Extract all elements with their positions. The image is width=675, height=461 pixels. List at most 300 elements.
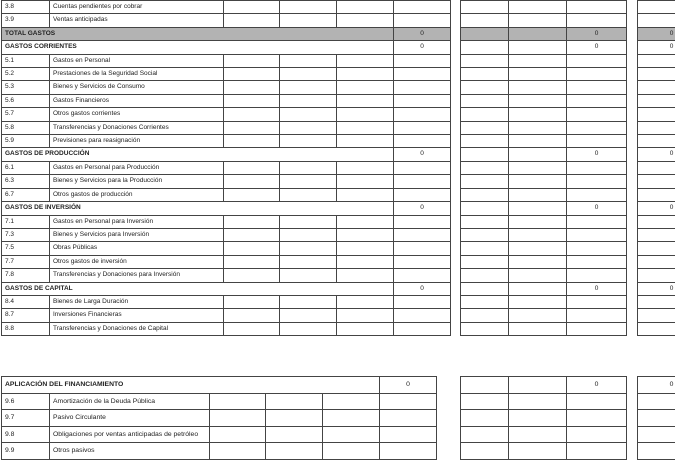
section-total-1: 0	[380, 377, 437, 394]
amount-cell	[280, 14, 337, 27]
amount-cell	[224, 309, 280, 322]
amount-cell	[461, 269, 509, 282]
amount-cell	[638, 54, 675, 67]
row-label: Bienes y Servicios para la Producción	[50, 175, 224, 188]
amount-cell	[638, 14, 675, 27]
amount-cell	[280, 188, 337, 201]
row-code: 5.3	[2, 81, 50, 94]
amount-cell	[280, 322, 337, 335]
amount-cell	[567, 269, 627, 282]
amount-cell	[509, 443, 567, 460]
column-gap	[451, 309, 461, 322]
column-gap	[627, 393, 638, 410]
column-gap	[451, 228, 461, 241]
amount-cell	[224, 295, 280, 308]
amount-cell	[394, 309, 451, 322]
column-gap	[451, 148, 461, 161]
amount-cell	[394, 255, 451, 268]
amount-cell	[638, 426, 675, 443]
amount-cell	[280, 215, 337, 228]
amount-cell	[337, 188, 394, 201]
row-label: Gastos Financieros	[50, 94, 224, 107]
column-gap	[627, 255, 638, 268]
amount-cell	[337, 269, 394, 282]
amount-cell	[509, 54, 567, 67]
amount-cell	[280, 242, 337, 255]
amount-cell	[210, 393, 266, 410]
table-row	[2, 1, 675, 14]
total-row	[2, 27, 675, 40]
section-total-2: 0	[567, 202, 627, 215]
amount-cell	[224, 228, 280, 241]
section-label: GASTOS DE PRODUCCIÓN	[2, 148, 394, 161]
section-total-1: 0	[394, 27, 451, 40]
section-total-2: 0	[567, 377, 627, 394]
amount-cell	[280, 135, 337, 148]
amount-cell	[461, 81, 509, 94]
amount-cell	[638, 108, 675, 121]
amount-cell	[461, 148, 509, 161]
table-row	[2, 94, 675, 107]
amount-cell	[509, 81, 567, 94]
row-label: Otros gastos de producción	[50, 188, 224, 201]
amount-cell	[224, 269, 280, 282]
table-row	[2, 68, 675, 81]
section-total-2: 0	[567, 148, 627, 161]
amount-cell	[461, 175, 509, 188]
amount-cell	[461, 228, 509, 241]
amount-cell	[461, 295, 509, 308]
column-gap	[451, 161, 461, 174]
amount-cell	[509, 14, 567, 27]
column-gap	[451, 175, 461, 188]
financing-header-row	[2, 377, 675, 394]
row-code: 9.6	[2, 393, 50, 410]
amount-cell	[461, 255, 509, 268]
amount-cell	[266, 410, 323, 427]
amount-cell	[638, 215, 675, 228]
row-label: Ventas anticipadas	[50, 14, 224, 27]
amount-cell	[394, 295, 451, 308]
column-gap	[627, 228, 638, 241]
row-label: Bienes de Larga Duración	[50, 295, 224, 308]
amount-cell	[337, 14, 394, 27]
column-gap	[627, 322, 638, 335]
financing-table	[1, 376, 675, 460]
amount-cell	[323, 426, 380, 443]
section-total-2: 0	[567, 27, 627, 40]
column-gap	[627, 68, 638, 81]
column-gap	[627, 175, 638, 188]
table-row	[2, 242, 675, 255]
table-row	[2, 188, 675, 201]
column-gap	[627, 161, 638, 174]
amount-cell	[380, 443, 437, 460]
amount-cell	[567, 309, 627, 322]
table-row	[2, 215, 675, 228]
column-gap	[451, 188, 461, 201]
amount-cell	[394, 215, 451, 228]
amount-cell	[509, 269, 567, 282]
amount-cell	[509, 282, 567, 295]
section-row	[2, 148, 675, 161]
table-row	[2, 81, 675, 94]
table-row	[2, 135, 675, 148]
amount-cell	[461, 393, 509, 410]
amount-cell	[461, 54, 509, 67]
amount-cell	[323, 443, 380, 460]
table-row	[2, 443, 675, 460]
amount-cell	[509, 242, 567, 255]
amount-cell	[337, 94, 394, 107]
table-row	[2, 255, 675, 268]
table-row	[2, 322, 675, 335]
column-gap	[451, 269, 461, 282]
amount-cell	[567, 322, 627, 335]
column-gap	[451, 54, 461, 67]
row-label: Prestaciones de la Seguridad Social	[50, 68, 224, 81]
amount-cell	[509, 1, 567, 14]
row-code: 9.9	[2, 443, 50, 460]
row-label: Transferencias y Donaciones de Capital	[50, 322, 224, 335]
amount-cell	[280, 94, 337, 107]
section-label: GASTOS CORRIENTES	[2, 41, 394, 54]
table-row	[2, 108, 675, 121]
amount-cell	[380, 410, 437, 427]
amount-cell	[509, 202, 567, 215]
amount-cell	[461, 410, 509, 427]
amount-cell	[509, 255, 567, 268]
amount-cell	[280, 295, 337, 308]
section-total-3: 0	[638, 377, 675, 394]
amount-cell	[509, 148, 567, 161]
row-label: Obras Públicas	[50, 242, 224, 255]
amount-cell	[638, 393, 675, 410]
amount-cell	[394, 81, 451, 94]
amount-cell	[280, 108, 337, 121]
amount-cell	[567, 426, 627, 443]
amount-cell	[461, 215, 509, 228]
amount-cell	[567, 14, 627, 27]
amount-cell	[638, 410, 675, 427]
column-gap	[627, 295, 638, 308]
amount-cell	[638, 94, 675, 107]
table-row	[2, 175, 675, 188]
amount-cell	[210, 410, 266, 427]
amount-cell	[509, 161, 567, 174]
row-code: 3.9	[2, 14, 50, 27]
amount-cell	[337, 242, 394, 255]
table-row	[2, 426, 675, 443]
amount-cell	[210, 426, 266, 443]
amount-cell	[461, 202, 509, 215]
amount-cell	[509, 188, 567, 201]
table-row	[2, 228, 675, 241]
amount-cell	[638, 188, 675, 201]
amount-cell	[337, 215, 394, 228]
amount-cell	[509, 215, 567, 228]
amount-cell	[337, 54, 394, 67]
amount-cell	[380, 426, 437, 443]
row-code: 8.7	[2, 309, 50, 322]
row-code: 7.7	[2, 255, 50, 268]
amount-cell	[509, 108, 567, 121]
row-code: 7.5	[2, 242, 50, 255]
row-code: 6.7	[2, 188, 50, 201]
amount-cell	[461, 443, 509, 460]
amount-cell	[394, 135, 451, 148]
amount-cell	[567, 121, 627, 134]
amount-cell	[509, 309, 567, 322]
row-code: 5.1	[2, 54, 50, 67]
amount-cell	[280, 269, 337, 282]
column-gap	[451, 282, 461, 295]
amount-cell	[461, 27, 509, 40]
amount-cell	[224, 161, 280, 174]
column-gap	[627, 202, 638, 215]
row-label: Cuentas pendientes por cobrar	[50, 1, 224, 14]
row-label: Gastos en Personal para Inversión	[50, 215, 224, 228]
column-gap	[451, 121, 461, 134]
row-label: Previsiones para reasignación	[50, 135, 224, 148]
column-gap	[451, 295, 461, 308]
column-gap	[627, 1, 638, 14]
amount-cell	[461, 426, 509, 443]
amount-cell	[509, 41, 567, 54]
amount-cell	[638, 309, 675, 322]
amount-cell	[638, 269, 675, 282]
amount-cell	[509, 426, 567, 443]
amount-cell	[461, 282, 509, 295]
row-label: Transferencias y Donaciones Corrientes	[50, 121, 224, 134]
amount-cell	[567, 108, 627, 121]
column-gap	[451, 81, 461, 94]
column-gap	[437, 410, 461, 427]
table-row	[2, 121, 675, 134]
table-row	[2, 309, 675, 322]
amount-cell	[380, 393, 437, 410]
amount-cell	[394, 242, 451, 255]
amount-cell	[337, 322, 394, 335]
amount-cell	[567, 68, 627, 81]
amount-cell	[394, 94, 451, 107]
column-gap	[627, 443, 638, 460]
section-label: GASTOS DE CAPITAL	[2, 282, 394, 295]
amount-cell	[509, 68, 567, 81]
column-gap	[627, 54, 638, 67]
column-gap	[627, 27, 638, 40]
amount-cell	[509, 410, 567, 427]
amount-cell	[394, 121, 451, 134]
amount-cell	[567, 228, 627, 241]
column-gap	[627, 41, 638, 54]
section-total-2: 0	[567, 282, 627, 295]
amount-cell	[509, 121, 567, 134]
amount-cell	[323, 393, 380, 410]
row-label: Gastos en Personal para Producción	[50, 161, 224, 174]
row-code: 7.3	[2, 228, 50, 241]
column-gap	[451, 255, 461, 268]
amount-cell	[394, 322, 451, 335]
table-row	[2, 295, 675, 308]
column-gap	[627, 309, 638, 322]
row-code: 5.6	[2, 94, 50, 107]
amount-cell	[461, 188, 509, 201]
column-gap	[451, 94, 461, 107]
amount-cell	[461, 309, 509, 322]
amount-cell	[224, 322, 280, 335]
column-gap	[627, 426, 638, 443]
column-gap	[437, 443, 461, 460]
row-code: 3.8	[2, 1, 50, 14]
column-gap	[451, 108, 461, 121]
amount-cell	[461, 121, 509, 134]
amount-cell	[567, 175, 627, 188]
column-gap	[451, 68, 461, 81]
row-code: 6.3	[2, 175, 50, 188]
row-code: 8.8	[2, 322, 50, 335]
column-gap	[627, 242, 638, 255]
amount-cell	[224, 242, 280, 255]
amount-cell	[509, 393, 567, 410]
amount-cell	[567, 188, 627, 201]
section-total-3: 0	[638, 148, 675, 161]
section-total-3: 0	[638, 41, 675, 54]
amount-cell	[509, 27, 567, 40]
amount-cell	[638, 68, 675, 81]
amount-cell	[509, 135, 567, 148]
amount-cell	[567, 393, 627, 410]
amount-cell	[224, 135, 280, 148]
amount-cell	[394, 175, 451, 188]
column-gap	[627, 282, 638, 295]
amount-cell	[337, 121, 394, 134]
amount-cell	[461, 135, 509, 148]
amount-cell	[567, 1, 627, 14]
amount-cell	[638, 255, 675, 268]
amount-cell	[567, 161, 627, 174]
amount-cell	[461, 41, 509, 54]
row-label: Obligaciones por ventas anticipadas de petróleo	[50, 426, 210, 443]
row-code: 5.2	[2, 68, 50, 81]
amount-cell	[638, 242, 675, 255]
amount-cell	[509, 295, 567, 308]
column-gap	[627, 188, 638, 201]
row-label: Otros gastos de inversión	[50, 255, 224, 268]
amount-cell	[509, 175, 567, 188]
column-gap	[437, 377, 461, 394]
amount-cell	[224, 188, 280, 201]
column-gap	[451, 41, 461, 54]
section-row	[2, 202, 675, 215]
amount-cell	[567, 135, 627, 148]
column-gap	[627, 108, 638, 121]
amount-cell	[280, 1, 337, 14]
row-label: Pasivo Circulante	[50, 410, 210, 427]
amount-cell	[567, 410, 627, 427]
amount-cell	[638, 443, 675, 460]
amount-cell	[266, 443, 323, 460]
row-label: Bienes y Servicios para Inversión	[50, 228, 224, 241]
amount-cell	[280, 161, 337, 174]
table-row	[2, 54, 675, 67]
table-row	[2, 269, 675, 282]
row-label: Transferencias y Donaciones para Inversión	[50, 269, 224, 282]
row-code: 7.1	[2, 215, 50, 228]
column-gap	[627, 81, 638, 94]
amount-cell	[224, 1, 280, 14]
column-gap	[451, 202, 461, 215]
amount-cell	[567, 94, 627, 107]
amount-cell	[509, 322, 567, 335]
amount-cell	[461, 161, 509, 174]
amount-cell	[337, 135, 394, 148]
row-label: Otros gastos corrientes	[50, 108, 224, 121]
column-gap	[627, 135, 638, 148]
amount-cell	[394, 188, 451, 201]
amount-cell	[638, 161, 675, 174]
amount-cell	[394, 14, 451, 27]
column-gap	[451, 322, 461, 335]
row-code: 7.8	[2, 269, 50, 282]
amount-cell	[461, 14, 509, 27]
column-gap	[451, 14, 461, 27]
row-code: 5.8	[2, 121, 50, 134]
amount-cell	[394, 228, 451, 241]
amount-cell	[638, 81, 675, 94]
amount-cell	[461, 322, 509, 335]
row-code: 9.7	[2, 410, 50, 427]
column-gap	[451, 27, 461, 40]
amount-cell	[461, 377, 509, 394]
amount-cell	[567, 242, 627, 255]
amount-cell	[394, 54, 451, 67]
amount-cell	[280, 228, 337, 241]
section-total-3: 0	[638, 27, 675, 40]
amount-cell	[224, 54, 280, 67]
section-row	[2, 282, 675, 295]
table-row	[2, 14, 675, 27]
column-gap	[627, 121, 638, 134]
amount-cell	[337, 81, 394, 94]
row-label: Inversiones Financieras	[50, 309, 224, 322]
amount-cell	[394, 269, 451, 282]
amount-cell	[394, 108, 451, 121]
amount-cell	[280, 121, 337, 134]
amount-cell	[567, 54, 627, 67]
amount-cell	[567, 443, 627, 460]
amount-cell	[638, 295, 675, 308]
amount-cell	[280, 81, 337, 94]
amount-cell	[638, 322, 675, 335]
amount-cell	[638, 175, 675, 188]
amount-cell	[224, 175, 280, 188]
amount-cell	[461, 94, 509, 107]
amount-cell	[337, 228, 394, 241]
amount-cell	[638, 1, 675, 14]
amount-cell	[509, 94, 567, 107]
amount-cell	[567, 81, 627, 94]
amount-cell	[280, 309, 337, 322]
row-label: Gastos en Personal	[50, 54, 224, 67]
section-total-2: 0	[567, 41, 627, 54]
table-row	[2, 410, 675, 427]
section-total-1: 0	[394, 282, 451, 295]
row-code: 5.9	[2, 135, 50, 148]
amount-cell	[266, 426, 323, 443]
amount-cell	[638, 135, 675, 148]
column-gap	[451, 135, 461, 148]
